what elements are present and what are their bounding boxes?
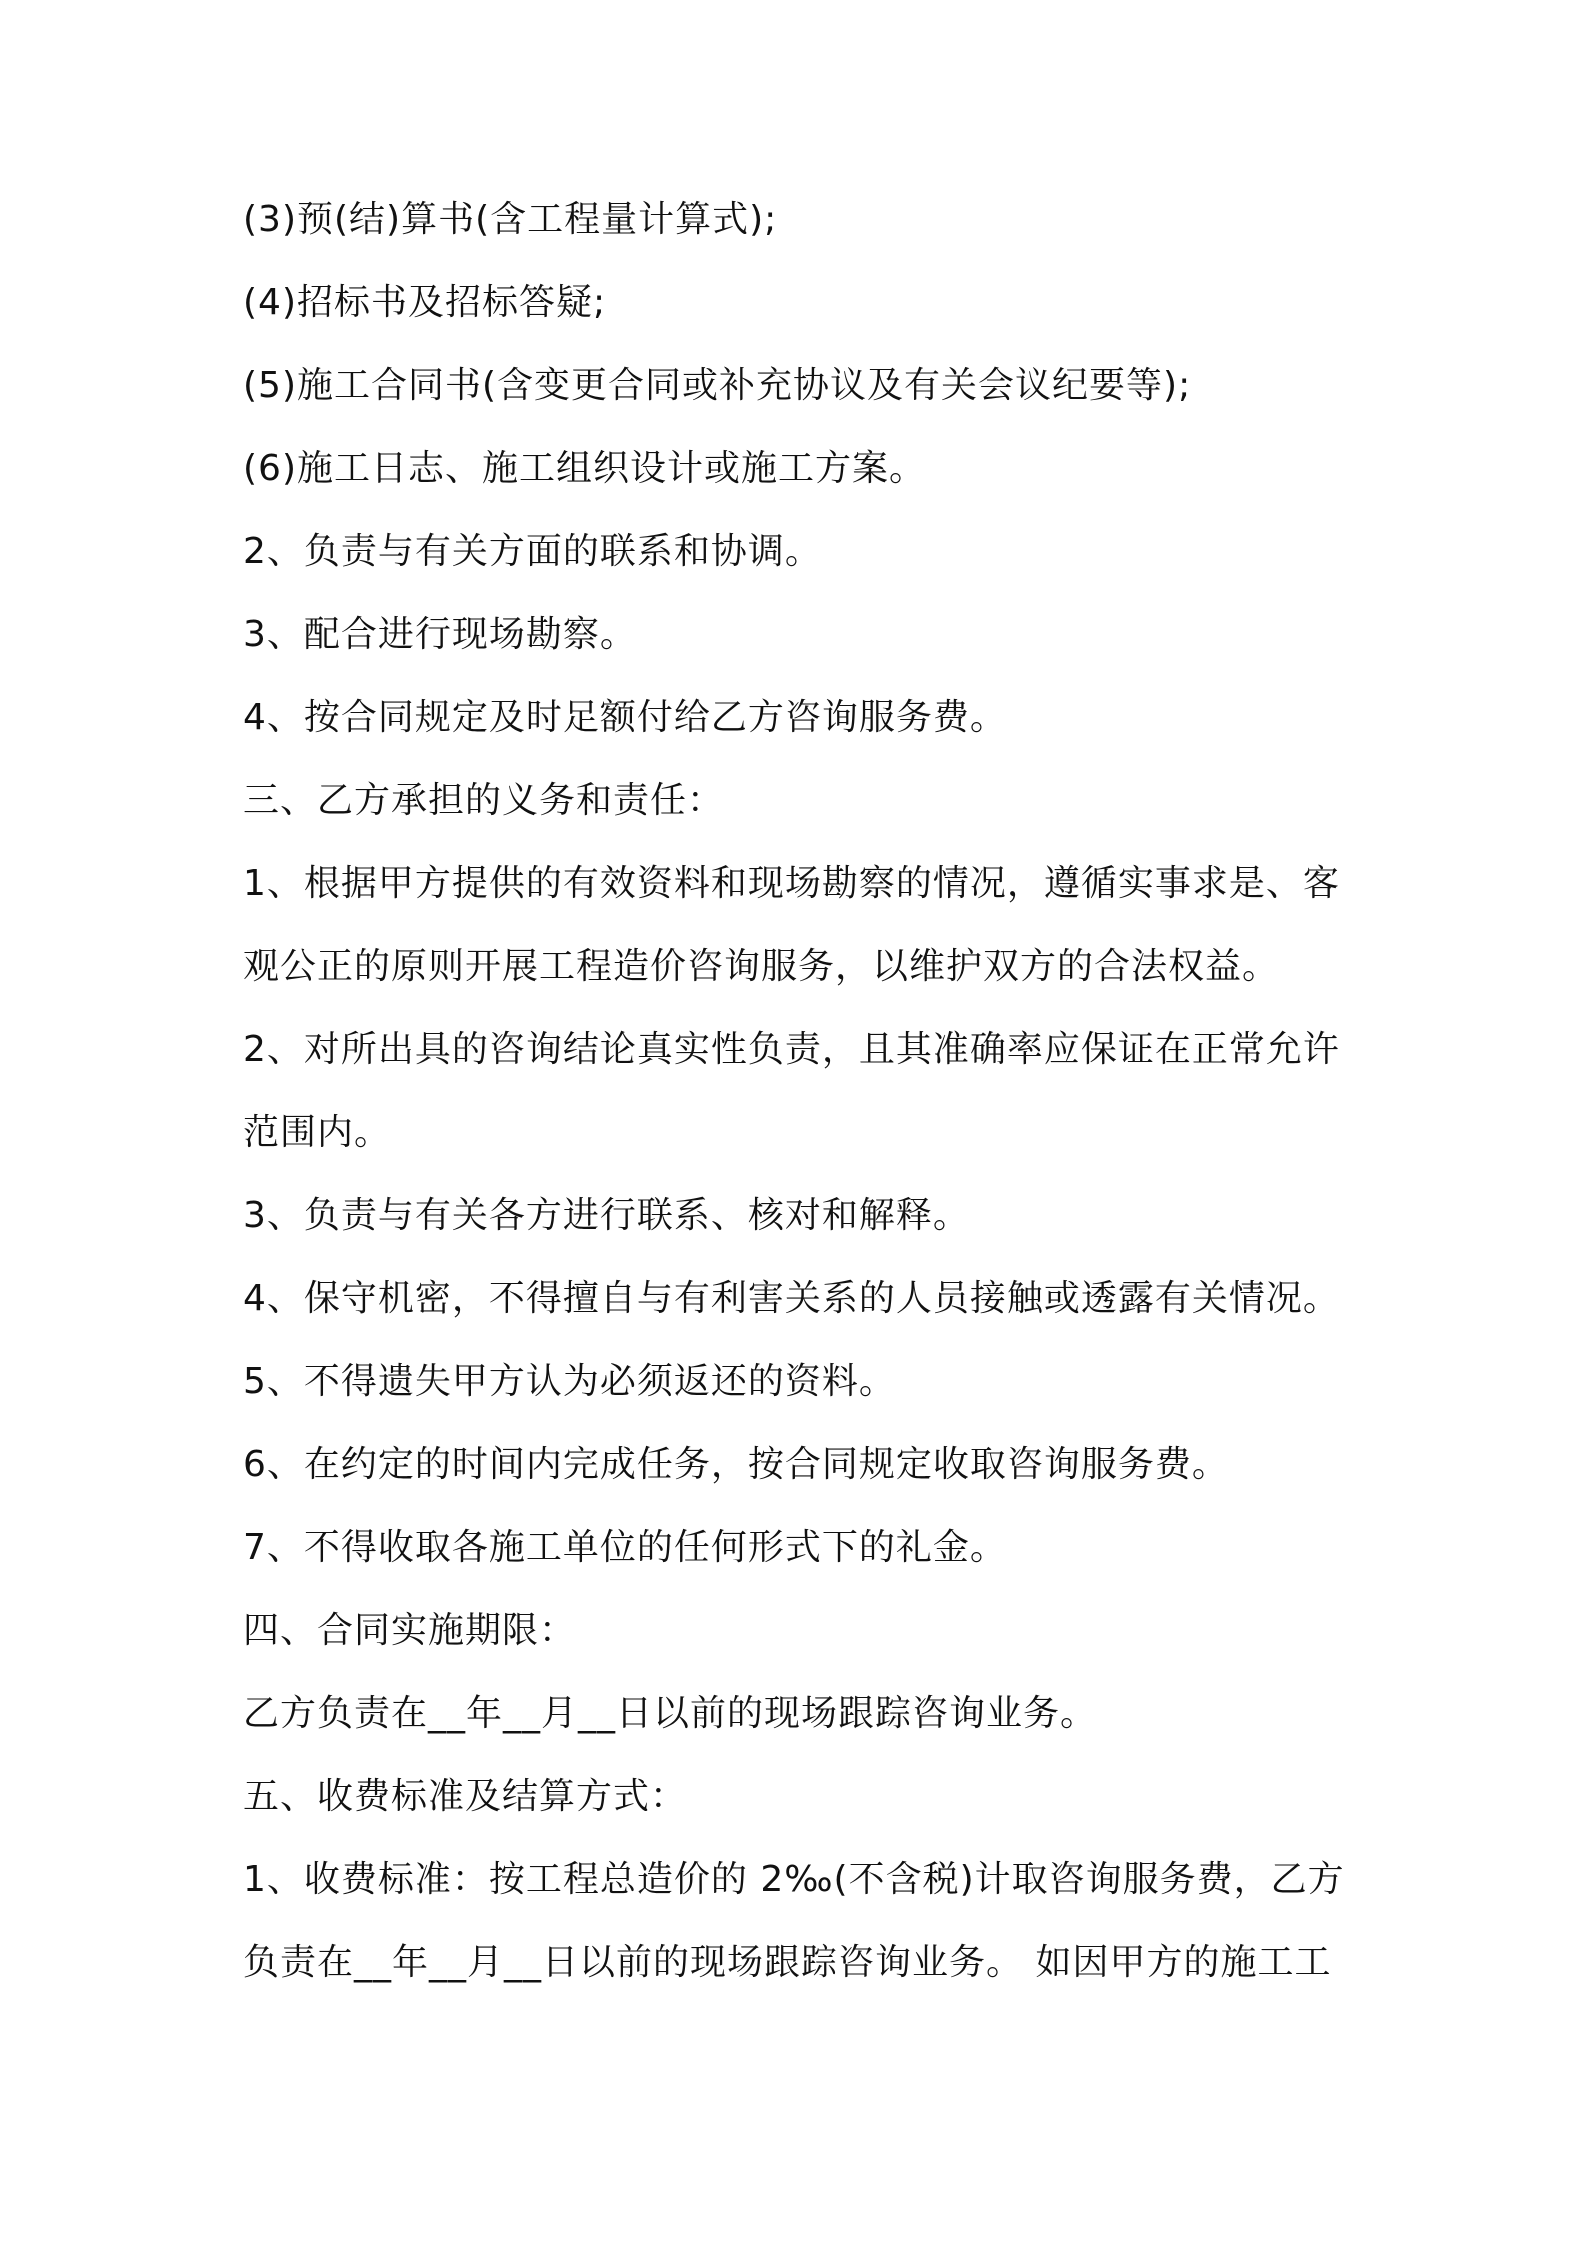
party-b-duty-7: 7、不得收取各施工单位的任何形式下的礼金。 [243, 1527, 1007, 1568]
party-b-duty-3: 3、负责与有关各方进行联系、核对和解释。 [243, 1195, 970, 1236]
party-a-duty-4: 4、按合同规定及时足额付给乙方咨询服务费。 [243, 697, 1007, 738]
party-b-duty-6: 6、在约定的时间内完成任务，按合同规定收取咨询服务费。 [243, 1444, 1229, 1485]
section-heading-fee-standard: 五、收费标准及结算方式： [243, 1776, 688, 1817]
list-item-6-construction-log: (6)施工日志、施工组织设计或施工方案。 [243, 448, 926, 489]
party-b-duty-2-line-2: 范围内。 [243, 1112, 392, 1153]
party-b-duty-1-line-2: 观公正的原则开展工程造价咨询服务，以维护双方的合法权益。 [243, 946, 1280, 987]
fee-standard-line-2: 负责在__年__月__日以前的现场跟踪咨询业务。 如因甲方的施工工 [243, 1942, 1332, 1983]
party-b-duty-5: 5、不得遗失甲方认为必须返还的资料。 [243, 1361, 896, 1402]
section-heading-contract-period: 四、合同实施期限： [243, 1610, 577, 1651]
contract-period-text: 乙方负责在__年__月__日以前的现场跟踪咨询业务。 [243, 1693, 1098, 1734]
fee-standard-line-1: 1、收费标准：按工程总造价的 2‰(不含税)计取咨询服务费，乙方 [243, 1859, 1345, 1900]
section-heading-party-b-duties: 三、乙方承担的义务和责任： [243, 780, 725, 821]
party-a-duty-3: 3、配合进行现场勘察。 [243, 614, 637, 655]
list-item-5-construction-contract: (5)施工合同书(含变更合同或补充协议及有关会议纪要等); [243, 365, 1192, 406]
list-item-3-budget-book: (3)预(结)算书(含工程量计算式); [243, 199, 778, 240]
document-body [243, 196, 1363, 2022]
party-a-duty-2: 2、负责与有关方面的联系和协调。 [243, 531, 822, 572]
party-b-duty-4: 4、保守机密，不得擅自与有利害关系的人员接触或透露有关情况。 [243, 1278, 1340, 1319]
party-b-duty-1-line-1: 1、根据甲方提供的有效资料和现场勘察的情况，遵循实事求是、客 [243, 863, 1340, 904]
party-b-duty-2-line-1: 2、对所出具的咨询结论真实性负责，且其准确率应保证在正常允许 [243, 1029, 1340, 1070]
list-item-4-tender-book: (4)招标书及招标答疑; [243, 282, 607, 323]
